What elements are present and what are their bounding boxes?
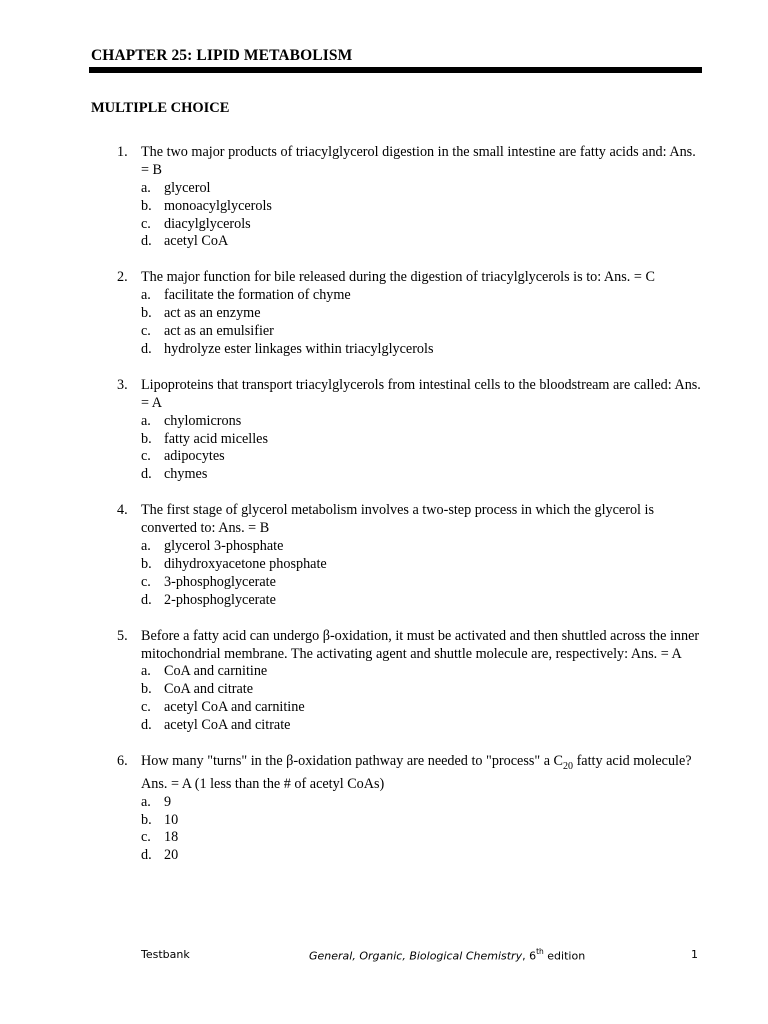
option-text: facilitate the formation of chyme: [164, 287, 351, 304]
option-text: acetyl CoA: [164, 233, 229, 250]
option-text: act as an enzyme: [164, 305, 261, 322]
option-b: [0, 305, 768, 323]
question-stem: The first stage of glycerol metabolism involves a two-step process in which the glycerol is converted to: Ans. = B: [141, 502, 654, 537]
option-letter: a.: [141, 793, 151, 810]
option-a: [0, 287, 768, 305]
option-text: fatty acid micelles: [164, 430, 268, 447]
footer-testbank: Testbank: [141, 948, 190, 961]
question-1: [0, 144, 768, 251]
option-text: adipocytes: [164, 448, 225, 465]
question-number: 5.: [117, 627, 128, 644]
option-text: diacylglycerols: [164, 215, 251, 232]
option-letter: b.: [141, 681, 152, 698]
option-letter: b.: [141, 305, 152, 322]
option-text: 18: [164, 829, 179, 846]
question-number: 6.: [117, 752, 128, 769]
page-footer: [0, 946, 768, 966]
option-list: [0, 538, 768, 610]
option-letter: c.: [141, 448, 151, 465]
question-6: [0, 753, 768, 865]
option-list: [0, 663, 768, 735]
option-letter: c.: [141, 573, 151, 590]
footer-edition-label: edition: [543, 949, 586, 963]
option-letter: a.: [141, 179, 151, 196]
option-c: [0, 699, 768, 717]
option-a: [0, 538, 768, 556]
subscript: 20: [563, 760, 574, 772]
option-text: CoA and carnitine: [164, 663, 268, 680]
option-letter: c.: [141, 215, 151, 232]
question-stem: The major function for bile released during the digestion of triacylglycerols is to: Ans. = C: [141, 269, 655, 286]
option-text: 3-phosphoglycerate: [164, 573, 276, 590]
option-a: [0, 663, 768, 681]
question-stem-part: fatty acid molecule? Ans. = A (1 less than the # of acetyl CoAs): [141, 752, 692, 792]
option-d: [0, 592, 768, 610]
option-text: acetyl CoA and citrate: [164, 717, 291, 734]
option-letter: a.: [141, 412, 151, 429]
option-letter: d.: [141, 717, 152, 734]
option-letter: b.: [141, 197, 152, 214]
option-text: 10: [164, 811, 179, 828]
option-letter: b.: [141, 555, 152, 572]
option-a: [0, 794, 768, 812]
question-stem-part: How many "turns" in the β-oxidation pathway are needed to "process" a C: [141, 752, 564, 769]
option-c: [0, 448, 768, 466]
option-b: [0, 812, 768, 830]
title-rule: [89, 67, 702, 73]
footer-edition-number: , 6: [522, 949, 537, 963]
option-d: [0, 466, 768, 484]
option-text: 2-phosphoglycerate: [164, 591, 276, 608]
option-text: glycerol: [164, 179, 211, 196]
question-2: [0, 269, 768, 358]
question-4: [0, 502, 768, 609]
option-c: [0, 574, 768, 592]
option-c: [0, 323, 768, 341]
footer-page-number: 1: [691, 948, 698, 961]
question-list: [0, 144, 768, 883]
option-letter: d.: [141, 233, 152, 250]
question-stem: Before a fatty acid can undergo β-oxidation, it must be activated and then shuttled across the inner mitochondrial membrane. The activating agent and shuttle molecule are, respectively: Ans. = A: [141, 627, 700, 662]
option-d: [0, 847, 768, 865]
option-letter: d.: [141, 591, 152, 608]
option-letter: a.: [141, 538, 151, 555]
chapter-title: CHAPTER 25: LIPID METABOLISM: [91, 47, 353, 64]
option-b: [0, 556, 768, 574]
option-c: [0, 216, 768, 234]
option-c: [0, 829, 768, 847]
option-text: glycerol 3-phosphate: [164, 538, 284, 555]
footer-book-edition: [309, 948, 585, 963]
option-b: [0, 198, 768, 216]
question-5: [0, 628, 768, 735]
option-text: act as an emulsifier: [164, 323, 274, 340]
option-letter: c.: [141, 323, 151, 340]
question-stem: Lipoproteins that transport triacylglycerols from intestinal cells to the bloodstream are called: Ans. = A: [141, 376, 701, 411]
question-number: 4.: [117, 502, 128, 519]
option-text: 9: [164, 793, 172, 810]
option-text: chylomicrons: [164, 412, 242, 429]
option-b: [0, 431, 768, 449]
footer-book-title: General, Organic, Biological Chemistry: [309, 949, 523, 963]
question-number: 3.: [117, 376, 128, 393]
option-letter: c.: [141, 829, 151, 846]
option-letter: c.: [141, 699, 151, 716]
option-text: hydrolyze ester linkages within triacylglycerols: [164, 340, 434, 357]
option-d: [0, 341, 768, 359]
footer-superscript: th: [536, 947, 544, 956]
option-text: dihydroxyacetone phosphate: [164, 555, 327, 572]
section-heading: MULTIPLE CHOICE: [91, 100, 230, 116]
option-d: [0, 233, 768, 251]
option-letter: a.: [141, 287, 151, 304]
question-3: [0, 377, 768, 484]
option-letter: d.: [141, 340, 152, 357]
option-text: monoacylglycerols: [164, 197, 272, 214]
option-text: acetyl CoA and carnitine: [164, 699, 305, 716]
option-text: 20: [164, 847, 179, 864]
option-list: [0, 287, 768, 359]
option-letter: b.: [141, 430, 152, 447]
option-b: [0, 681, 768, 699]
option-list: [0, 180, 768, 252]
question-number: 1.: [117, 144, 128, 160]
option-text: CoA and citrate: [164, 681, 254, 698]
option-a: [0, 413, 768, 431]
option-list: [0, 794, 768, 866]
option-d: [0, 717, 768, 735]
question-number: 2.: [117, 269, 128, 286]
option-a: [0, 180, 768, 198]
option-letter: d.: [141, 847, 152, 864]
option-letter: d.: [141, 466, 152, 483]
question-stem: [141, 753, 707, 794]
question-stem: The two major products of triacylglycerol digestion in the small intestine are fatty acids and: Ans. = B: [141, 144, 696, 178]
option-letter: b.: [141, 811, 152, 828]
option-letter: a.: [141, 663, 151, 680]
option-list: [0, 413, 768, 485]
option-text: chymes: [164, 466, 208, 483]
